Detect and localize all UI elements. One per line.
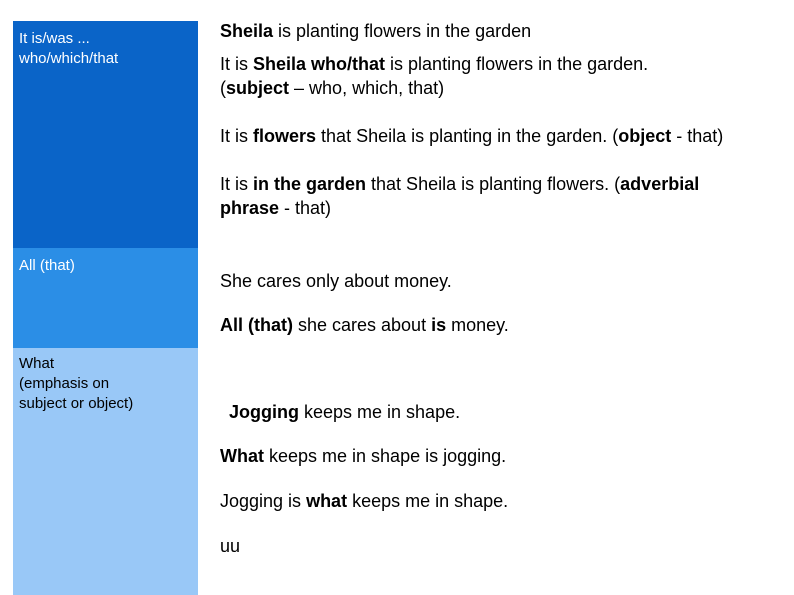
sentence-text: Jogging is (220, 491, 307, 511)
sentence-text: ( (220, 78, 226, 98)
emphasis-text: object (618, 126, 672, 146)
sentence-text: keeps me in shape. (299, 402, 461, 422)
sidebar-label: who/which/that (19, 50, 119, 67)
sentence-text: It is (220, 174, 254, 194)
example-sentence (229, 400, 460, 424)
emphasis-text: phrase (220, 198, 280, 218)
emphasis-text: All (that) (220, 315, 293, 335)
sentence-text: – who, which, that) (289, 78, 445, 98)
emphasis-text: Sheila who/that (253, 54, 386, 74)
sidebar-label: What (19, 355, 55, 372)
sentence-text: It is (220, 54, 254, 74)
emphasis-text: in the garden (253, 174, 367, 194)
sentence-text: she cares about (292, 315, 432, 335)
example-sentence (220, 444, 506, 468)
sidebar-label: (emphasis on (19, 375, 110, 392)
sentence-text: keeps me in shape. (347, 491, 509, 511)
example-sentence (220, 172, 699, 196)
example-sentence (220, 196, 331, 220)
sidebar-label: subject or object) (19, 395, 134, 412)
example-sentence (220, 19, 531, 43)
sidebar-label: All (that) (19, 257, 75, 274)
emphasis-text: is (431, 315, 447, 335)
emphasis-text: what (306, 491, 348, 511)
sentence-text: money. (446, 315, 509, 335)
stray-text: uu (220, 536, 241, 556)
sidebar-section-all (13, 248, 198, 348)
emphasis-text: Jogging (229, 402, 299, 422)
example-sentence: She cares only about money. (220, 271, 452, 291)
example-sentence (220, 313, 509, 337)
sidebar-section-what (13, 348, 198, 595)
sentence-text: that Sheila is planting flowers. ( (366, 174, 621, 194)
sentence-text: is planting flowers in the garden. (385, 54, 649, 74)
example-sentence (220, 489, 508, 513)
example-sentence (220, 52, 648, 76)
emphasis-text: flowers (253, 126, 317, 146)
sentence-text: keeps me in shape is jogging. (264, 446, 507, 466)
emphasis-text: adverbial (620, 174, 700, 194)
emphasis-text: Sheila (220, 21, 274, 41)
emphasis-text: subject (226, 78, 290, 98)
example-sentence (220, 124, 723, 148)
example-sentence (220, 76, 444, 100)
sentence-text: is planting flowers in the garden (273, 21, 532, 41)
sentence-text: - that) (671, 126, 724, 146)
sentence-text: that Sheila is planting in the garden. ( (316, 126, 619, 146)
sentence-text: - that) (279, 198, 332, 218)
emphasis-text: What (220, 446, 264, 466)
sentence-text: It is (220, 126, 254, 146)
sidebar-label: It is/was ... (19, 30, 90, 47)
sidebar-section-cleft (13, 21, 198, 248)
